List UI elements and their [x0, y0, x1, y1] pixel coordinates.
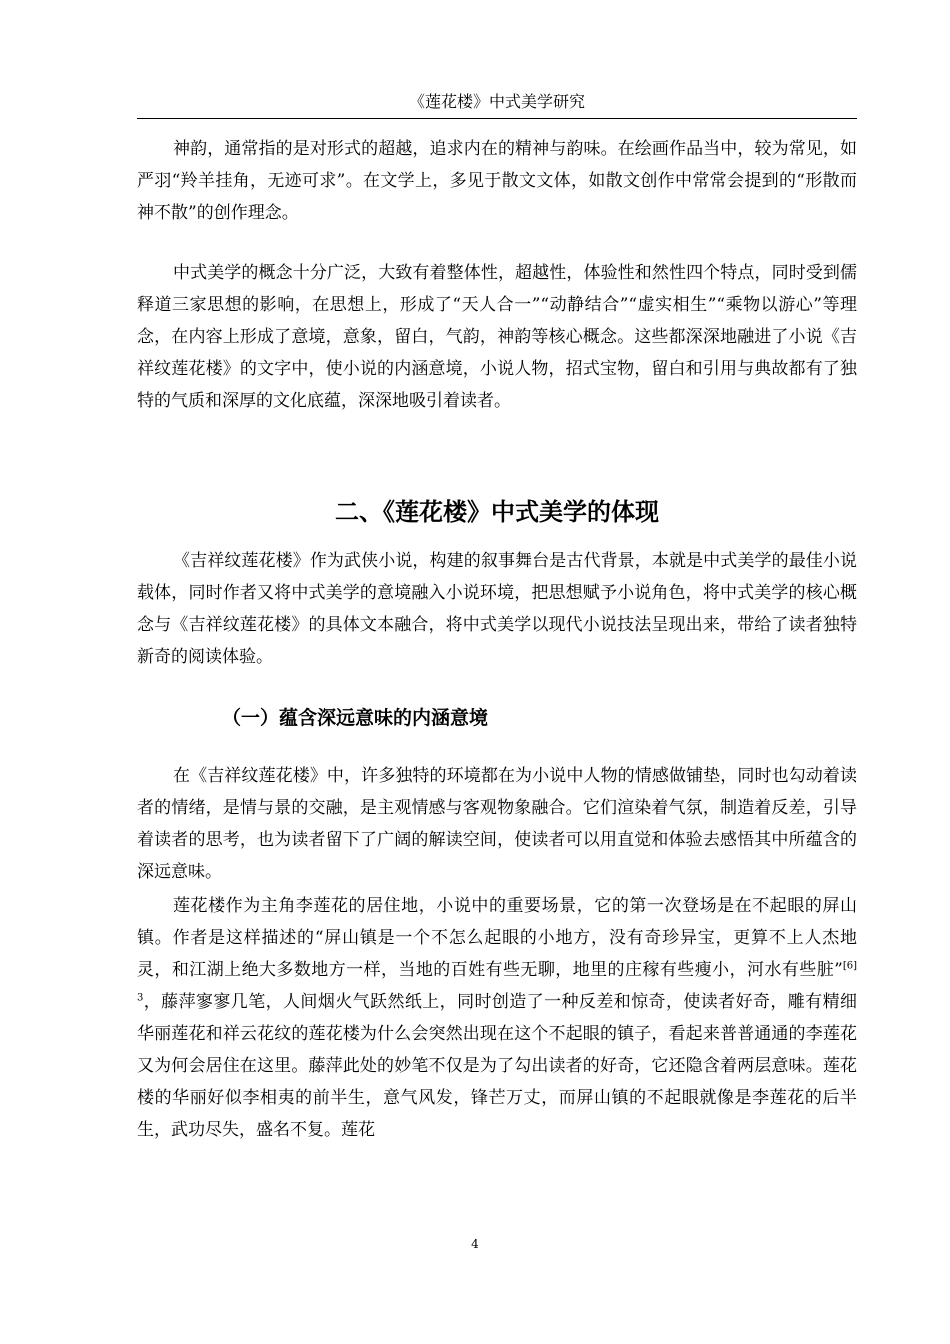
citation-superscript: [6]3: [137, 960, 857, 1004]
running-header: 《莲花楼》中式美学研究: [408, 92, 585, 111]
paragraph-lotus-tower: [137, 890, 857, 1146]
header-rule: [137, 118, 857, 119]
paragraph-text-part-2: ，藤萍寥寥几笔，人间烟火气跃然纸上，同时创造了一种反差和惊奇，使读者好奇，雕有精细华丽莲花和祥云花纹的莲花楼为什么会突然出现在这个不起眼的镇子，看起来普普通通的李莲花又为何会居住在这里。藤萍此处的妙笔不仅是为了勾出读者的好奇，它还隐含着两层意味。莲花楼的华丽好似李相夷的前半生，意气风发，锋芒万丈，而屏山镇的不起眼就像是李莲花的后半生，武功尽失，盛名不复。莲花: [137, 992, 857, 1140]
paragraph-environment: 在《吉祥纹莲花楼》中，许多独特的环境都在为小说中人物的情感做铺垫，同时也勾动着读者的情绪，是情与景的交融，是主观情感与客观物象融合。它们渲染着气氛，制造着反差，引导着读者的思考，也为读者留下了广阔的解读空间，使读者可以用直觉和体验去感悟其中所蕴含的深远意味。: [137, 766, 857, 882]
paragraph-text-part-1: 莲花楼作为主角李莲花的居住地，小说中的重要场景，它的第一次登场是在不起眼的屏山镇。作者是这样描述的“屏山镇是一个不怎么起眼的小地方，没有奇珍异宝，更算不上人杰地灵，和江湖上绝大多数地方一样，当地的百姓有些无聊，地里的庄稼有些瘦小，河水有些脏”: [137, 896, 857, 980]
subsection-heading: （一）蕴含深远意味的内涵意境: [222, 707, 489, 729]
paragraph-aesthetics-concept: 中式美学的概念十分广泛，大致有着整体性，超越性，体验性和然性四个特点，同时受到儒释道三家思想的影响，在思想上，形成了“天人合一”“动静结合”“虚实相生”“乘物以游心”等理念，在内容上形成了意境，意象，留白，气韵，神韵等核心概念。这些都深深地融进了小说《吉祥纹莲花楼》的文字中，使小说的内涵意境，小说人物，招式宝物，留白和引用与典故都有了独特的气质和深厚的文化底蕴，深深地吸引着读者。: [137, 263, 857, 411]
paragraph-shenyun: 神韵，通常指的是对形式的超越，追求内在的精神与韵味。在绘画作品当中，较为常见，如严羽“羚羊挂角，无迹可求”。在文学上，多见于散文文体，如散文创作中常常会提到的“形散而神不散”的创作理念。: [137, 139, 857, 223]
section-heading: 二、《莲花楼》中式美学的体现: [335, 498, 659, 526]
paragraph-wuxia-carrier: 《吉祥纹莲花楼》作为武侠小说，构建的叙事舞台是古代背景，本就是中式美学的最佳小说载体，同时作者又将中式美学的意境融入小说环境，把思想赋予小说角色，将中式美学的核心概念与《吉祥纹莲花楼》的具体文本融合，将中式美学以现代小说技法呈现出来，带给了读者独特新奇的阅读体验。: [137, 551, 857, 667]
page-number: 4: [471, 1237, 479, 1251]
